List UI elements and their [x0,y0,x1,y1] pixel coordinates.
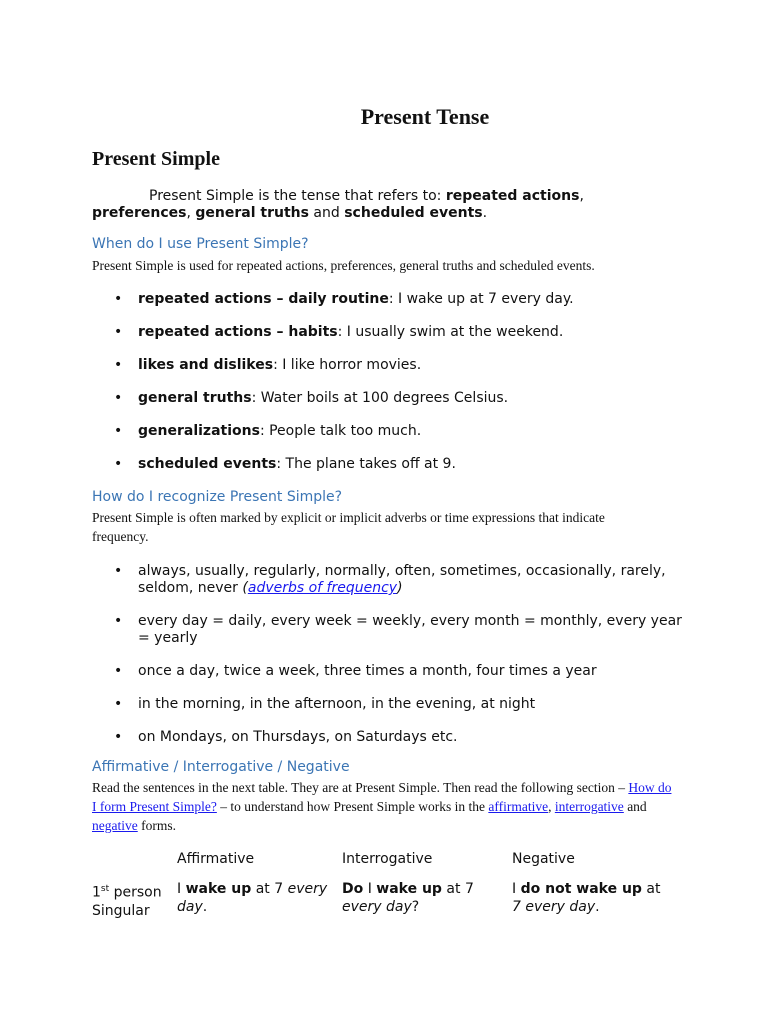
item-paren: ( [242,580,248,596]
cell-bold: Do [342,881,364,897]
list-item: • every day = daily, every week = weekly, every month = monthly, every year = yearly [92,613,692,647]
interrogative-link[interactable]: interrogative [554,799,624,814]
recognize-list [92,563,692,746]
forms-text-part: and [623,799,647,814]
intro-text: , [579,188,584,204]
list-item [92,390,692,407]
item-text: : I like horror movies. [273,357,422,373]
item-text: : Water boils at 100 degrees Celsius. [251,390,509,406]
table-row [92,880,677,920]
table-header: Negative [512,851,575,867]
table-cell-negative [512,880,677,920]
intro-text: , [186,205,196,221]
list-item [92,563,692,597]
intro-paragraph [92,188,682,222]
table-header-row [92,850,677,880]
row-label [92,880,177,920]
cell-bold: wake up [185,881,252,897]
intro-bold: scheduled events [344,205,483,221]
document-title: Present Tense [360,104,490,129]
item-bold: scheduled events [138,456,277,472]
item-bold: repeated actions – habits [138,324,338,340]
cell-text: at 7 [441,881,474,897]
table-header: Affirmative [177,851,255,867]
intro-text: Present Simple is the tense that refers to: [149,188,446,204]
table-cell-affirmative [177,880,342,920]
forms-heading: Affirmative / Interrogative / Negative [92,759,350,775]
cell-text: I [363,881,377,897]
when-text: Present Simple is used for repeated actions, preferences, general truths and scheduled events. [92,258,595,273]
adverbs-of-frequency-link[interactable]: adverbs of frequency [247,580,398,596]
cell-italic: every day [342,899,412,915]
cell-italic: every day [177,881,328,915]
item-bold: likes and dislikes [138,357,274,373]
when-list [92,291,692,473]
item-text: : People talk too much. [259,423,422,439]
recognize-heading: How do I recognize Present Simple? [92,489,343,505]
row-label-sup: st [100,884,110,894]
affirmative-link[interactable]: affirmative [488,799,549,814]
item-text: : The plane takes off at 9. [276,456,456,472]
how-to-form-link[interactable]: How do I form Present Simple? [92,780,672,814]
item-text: always, usually, regularly, normally, often, sometimes, occasionally, rarely, seldom, never [138,563,666,596]
list-item [92,357,692,374]
forms-text-part: forms. [137,818,176,833]
cell-text: at 7 [251,881,288,897]
row-label-text: Singular [92,902,150,919]
list-item [92,324,692,341]
cell-text: . [202,899,208,915]
intro-bold: preferences [92,205,187,221]
forms-text [92,778,672,835]
recognize-text: Present Simple is often marked by explicit or implicit adverbs or time expressions that indicate frequency. [92,510,605,544]
cell-text: I [177,881,186,897]
list-item: • in the morning, in the afternoon, in the evening, at night [92,696,692,713]
cell-text: ? [411,899,420,915]
forms-text-part: , [548,799,555,814]
forms-text-part: Read the sentences in the next table. They are at Present Simple. Then read the following section – [92,780,629,795]
list-item [92,423,692,440]
intro-bold: general truths [195,205,309,221]
intro-text: . [482,205,488,221]
intro-text: and [308,205,345,221]
present-simple-table [92,850,677,920]
item-text: : I usually swim at the weekend. [337,324,564,340]
table-cell-interrogative [342,880,512,920]
row-label-text: 1 [92,884,101,901]
cell-text: . [595,899,600,915]
forms-text-part: – to understand how Present Simple works in the [216,799,489,814]
table-header: Interrogative [342,851,433,867]
list-item: • once a day, twice a week, three times a month, four times a year [92,663,692,680]
when-heading: When do I use Present Simple? [92,236,309,252]
item-paren: ) [397,580,403,596]
row-label-text: person [109,884,162,901]
list-item [92,291,692,308]
list-item [92,456,692,473]
negative-link[interactable]: negative [92,818,138,833]
cell-bold: do not wake up [520,881,642,897]
cell-italic: 7 every day [512,899,596,915]
list-item: • on Mondays, on Thursdays, on Saturdays etc. [92,729,692,746]
section-heading: Present Simple [92,148,220,170]
intro-bold: repeated actions [445,188,580,204]
item-text: : I wake up at 7 every day. [388,291,574,307]
item-bold: generalizations [138,423,260,439]
item-bold: general truths [138,390,252,406]
item-bold: repeated actions – daily routine [138,291,389,307]
cell-text: at [641,881,661,897]
cell-bold: wake up [376,881,442,897]
table-corner [92,850,177,880]
cell-text: I [512,881,521,897]
